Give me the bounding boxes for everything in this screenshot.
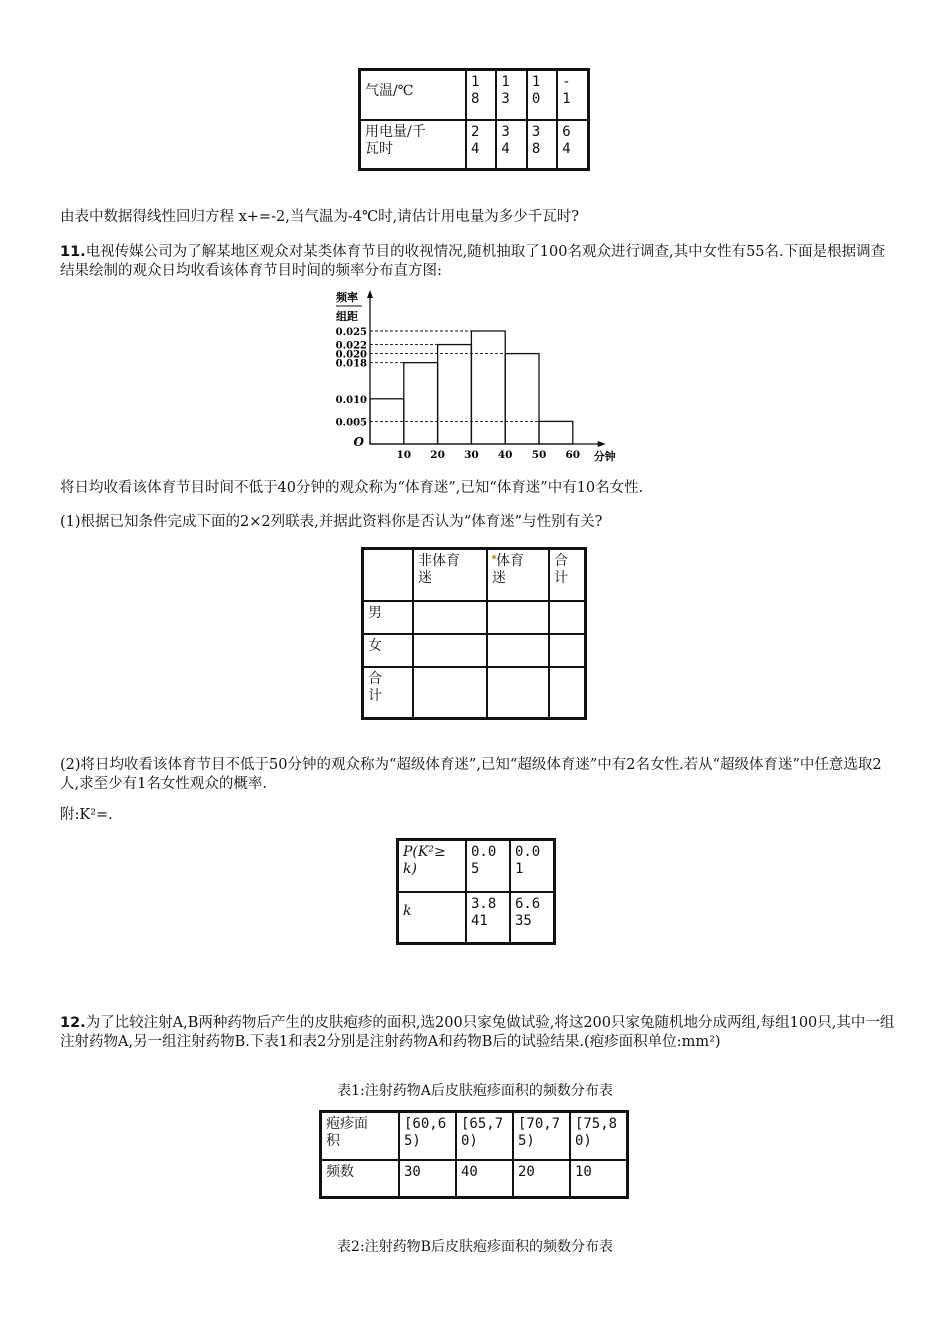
cell: 30 [399, 1160, 456, 1198]
cell [496, 120, 526, 170]
cell-value: 1 8 [471, 74, 480, 107]
cell [487, 601, 549, 634]
cell [557, 120, 588, 170]
cell-value: - 1 [562, 74, 571, 107]
y-tick-label: 0.020 [335, 349, 367, 361]
cell-value: 1 0 [531, 74, 541, 107]
q11-definition: 将日均收看该体育节目时间不低于40分钟的观众称为“体育迷”,已知“体育迷”中有10名女性. [60, 480, 644, 496]
cell [527, 70, 557, 120]
cell [496, 70, 526, 120]
cell [549, 667, 586, 719]
histogram-bar [539, 421, 573, 444]
header-non-fan: 非体育 迷 [413, 549, 487, 601]
cell [549, 634, 586, 667]
corner-cell [363, 549, 414, 601]
cell [413, 667, 487, 719]
row-label-electricity: 用电量/千 瓦时 [360, 120, 467, 170]
cell: 40 [456, 1160, 513, 1198]
x-tick-label: 50 [531, 449, 547, 461]
y-tick-label: 0.022 [335, 340, 367, 352]
x-tick-label: 10 [396, 449, 412, 461]
q12-number: 12. [60, 1015, 86, 1031]
cell: 0.0 5 [466, 840, 510, 892]
x-tick-label: 40 [497, 449, 513, 461]
header-total: 合 计 [549, 549, 586, 601]
y-tick-label: 0.005 [335, 417, 367, 429]
header-fan [487, 549, 549, 601]
header-fan-label: 体育 迷 [492, 553, 524, 586]
cell [487, 667, 549, 719]
cell [487, 634, 549, 667]
y-axis-label-top: 频率 [336, 291, 358, 304]
table2-caption: 表2:注射药物B后皮肤疱疹面积的频数分布表 [337, 1239, 613, 1255]
cell: 6.6 35 [510, 892, 555, 944]
q11-part1: (1)根据已知条件完成下面的2×2列联表,并据此资料你是否认为“体育迷”与性别有关? [60, 514, 603, 530]
q11-intro [60, 243, 895, 281]
row-frequency-label: 频数 [321, 1160, 400, 1198]
cell-value: 3 4 [501, 123, 510, 157]
cell-value: 3 8 [531, 123, 541, 157]
weather-table [358, 68, 590, 171]
x-axis-label: 分钟 [593, 450, 616, 463]
y-axis-label-bottom: 组距 [336, 310, 358, 323]
k2-table [396, 838, 556, 945]
q11-part2: (2)将日均收看该体育节目不低于50分钟的观众称为“超级体育迷”,已知“超级体育迷”中有2名女性.若从“超级体育迷”中任意选取2人,求至少有1名女性观众的概率. [60, 757, 882, 792]
header-bin: [65,7 0) [456, 1112, 513, 1160]
cell [527, 120, 557, 170]
cell-value: 2 4 [471, 123, 480, 157]
cell-value: 6 4 [562, 123, 571, 157]
histogram-bar [438, 345, 472, 444]
row-male: 男 [363, 601, 414, 634]
cell: 10 [570, 1160, 628, 1198]
cell [466, 70, 496, 120]
q12-text [60, 1014, 895, 1052]
q11-number: 11. [60, 244, 86, 260]
cell [413, 634, 487, 667]
y-tick-label: 0.025 [335, 327, 367, 338]
x-tick-label: 60 [565, 449, 581, 461]
histogram-bar [471, 331, 505, 444]
x-tick-label: 20 [430, 449, 445, 461]
cell [557, 70, 588, 120]
header-bin: [75,8 0) [570, 1112, 628, 1160]
header-area: 疱疹面 积 [321, 1112, 400, 1160]
y-axis-arrow [367, 290, 373, 298]
x-tick-label: 30 [464, 449, 479, 461]
cell: 20 [513, 1160, 570, 1198]
q10-text: 由表中数据得线性回归方程 x+=-2,当气温为-4℃时,请估计用电量为多少千瓦时? [60, 209, 580, 225]
y-tick-label: 0.018 [335, 358, 367, 370]
cell [466, 120, 496, 170]
origin-label: O [353, 435, 364, 449]
frequency-histogram [320, 286, 620, 466]
table1-caption: 表1:注射药物A后皮肤疱疹面积的频数分布表 [337, 1083, 613, 1099]
cell [549, 601, 586, 634]
q12-body: 为了比较注射A,B两种药物后产生的皮肤疱疹的面积,选200只家兔做试验,将这200只家兔随机地分成两组,每组100只,其中一组注射药物A,另一组注射药物B.下表1和表2分别是注射药物A和药物B后的试验结果.(疱疹面积单位:mm²) [60, 1015, 895, 1050]
q11-appendix: 附:K²=. [60, 807, 113, 823]
cell: 0.0 1 [510, 840, 555, 892]
cell-value: 1 3 [501, 74, 510, 107]
row-label-temperature: 气温/℃ [360, 70, 467, 120]
y-tick-label: 0.010 [335, 394, 367, 406]
table1-frequency [319, 1110, 629, 1199]
contingency-table [361, 547, 587, 720]
header-k: k [398, 892, 467, 944]
row-total: 合 计 [363, 667, 414, 719]
header-bin: [70,7 5) [513, 1112, 570, 1160]
q11-intro-text: 电视传媒公司为了解某地区观众对某类体育节目的收视情况,随机抽取了100名观众进行调查,其中女性有55名.下面是根据调查结果绘制的观众日均收看该体育节目时间的频率分布直方图: [60, 244, 886, 279]
row-female: 女 [363, 634, 414, 667]
cell [413, 601, 487, 634]
x-axis-arrow [598, 441, 606, 447]
histogram-bar [404, 363, 438, 444]
header-probability: P(K²≥ k) [398, 840, 467, 892]
cell: 3.8 41 [466, 892, 510, 944]
header-bin: [60,6 5) [399, 1112, 456, 1160]
histogram-bar [505, 354, 539, 444]
